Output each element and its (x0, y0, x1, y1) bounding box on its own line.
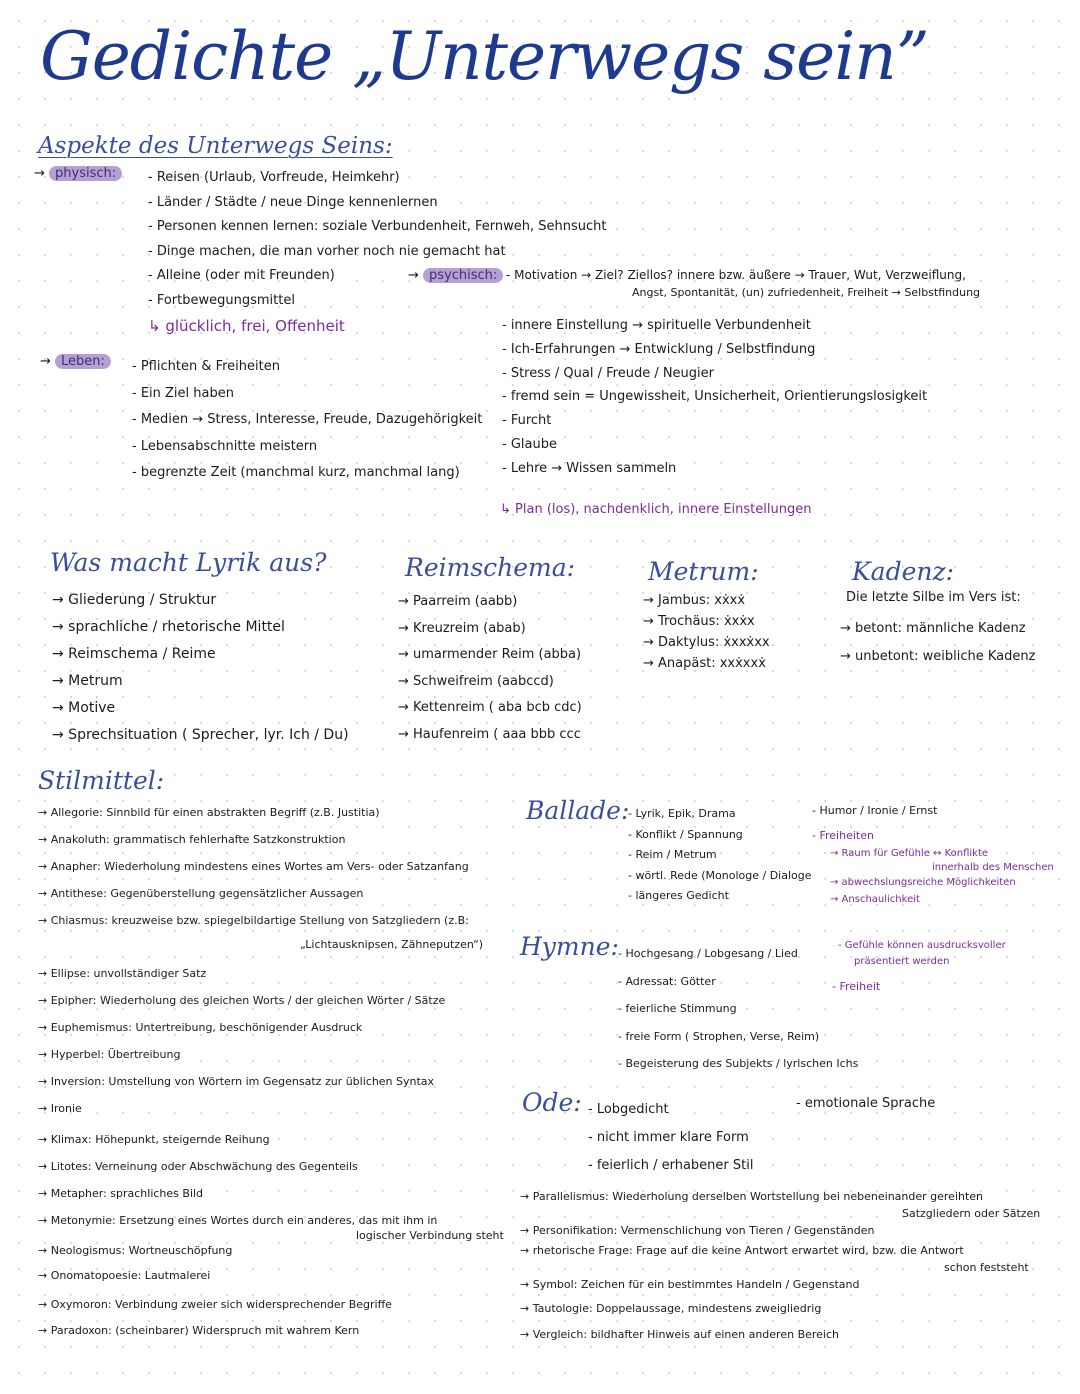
kadenz-intro: Die letzte Silbe im Vers ist: (846, 590, 1021, 605)
physisch-label (34, 166, 122, 181)
list-item: - Lyrik, Epik, Drama (628, 807, 736, 820)
ode-list (588, 1096, 753, 1180)
ode-right: - emotionale Sprache (796, 1096, 936, 1111)
list-item: - feierliche Stimmung (618, 1002, 737, 1015)
list-item: → Kreuzreim (abab) (398, 620, 526, 636)
list-item: - Lehre → Wissen sammeln (502, 460, 677, 476)
list-item: - Pflichten & Freiheiten (132, 359, 280, 374)
list-item: → Trochäus: ẋxẋx (643, 614, 755, 629)
list-item: - innere Einstellung → spirituelle Verbundenheit (502, 318, 811, 333)
ballade-list (628, 804, 812, 907)
list-item: → Schweifreim (aabccd) (398, 673, 554, 689)
list-item: → Gliederung / Struktur (52, 592, 217, 608)
list-item: → betont: männliche Kadenz (840, 621, 1026, 636)
stilmittel-item: → Ironie (38, 1102, 82, 1115)
list-item: - nicht immer klare Form (588, 1130, 749, 1145)
aspekte-heading: Aspekte des Unterwegs Seins: (38, 133, 393, 159)
physisch-list (148, 166, 607, 313)
ballade-sub: → abwechslungsreiche Möglichkeiten (830, 877, 1016, 888)
list-item: - fremd sein = Ungewissheit, Unsicherheit, Orientierungslosigkeit (502, 389, 928, 405)
list-item: → Haufenreim ( aaa bbb ccc (398, 726, 581, 742)
stilmittel-item: → Anakoluth: grammatisch fehlerhafte Satzkonstruktion (38, 833, 346, 846)
hymne-list (618, 940, 858, 1078)
stilmittel-item: → Euphemismus: Untertreibung, beschönigender Ausdruck (38, 1021, 363, 1034)
stilmittel-item: → Litotes: Verneinung oder Abschwächung des Gegenteils (38, 1160, 358, 1173)
list-item: - Adressat: Götter (618, 974, 716, 988)
stilmittel-item: schon feststeht (944, 1261, 1029, 1274)
list-item: - Lobgedicht (588, 1102, 669, 1117)
stilmittel-item: → Tautologie: Doppelaussage, mindestens zweigliedrig (520, 1302, 822, 1315)
stilmittel-item: Satzgliedern oder Sätzen (902, 1207, 1041, 1220)
physisch-result: ↳ glücklich, frei, Offenheit (148, 317, 345, 335)
list-item: → Daktylus: ẋxxẋxx (643, 635, 770, 650)
stilmittel-item: → Antithese: Gegenüberstellung gegensätzlicher Aussagen (38, 887, 364, 900)
list-item: - wörtl. Rede (Monologe / Dialoge (628, 868, 812, 882)
list-item: - Ein Ziel haben (132, 385, 234, 401)
list-item: - Fortbewegungsmittel (148, 292, 295, 308)
list-item: - Konflikt / Spannung (628, 827, 743, 841)
list-item: → Sprechsituation ( Sprecher, lyr. Ich / Du) (52, 727, 349, 743)
physisch-tag: physisch: (49, 166, 122, 181)
stilmittel-item: → Onomatopoesie: Lautmalerei (38, 1269, 211, 1282)
stilmittel-item: → Epipher: Wiederholung des gleichen Worts / der gleichen Wörter / Sätze (38, 994, 446, 1007)
kadenz-heading: Kadenz: (852, 557, 955, 586)
arrow-icon: → (40, 354, 51, 369)
reimschema-list (398, 589, 582, 748)
list-item: - Reim / Metrum (628, 848, 717, 861)
stilmittel-item: → Paradoxon: (scheinbarer) Widerspruch mit wahrem Kern (38, 1324, 360, 1337)
stilmittel-item: → Ellipse: unvollständiger Satz (38, 967, 207, 980)
ode-heading: Ode: (522, 1088, 582, 1117)
list-item: - Medien → Stress, Interesse, Freude, Dazugehörigkeit (132, 412, 483, 427)
stilmittel-item: → Metonymie: Ersetzung eines Wortes durch ein anderes, das mit ihm in (38, 1214, 438, 1227)
list-item: - Lebensabschnitte meistern (132, 438, 318, 454)
list-item: - begrenzte Zeit (manchmal kurz, manchmal lang) (132, 465, 460, 480)
stilmittel-item: → Allegorie: Sinnbild für einen abstrakten Begriff (z.B. Justitia) (38, 806, 380, 819)
stilmittel-item: → Vergleich: bildhafter Hinweis auf einen anderen Bereich (520, 1328, 840, 1341)
list-item: - Hochgesang / Lobgesang / Lied (618, 947, 798, 960)
list-item: - Länder / Städte / neue Dinge kennenlernen (148, 194, 438, 210)
list-item: - feierlich / erhabener Stil (588, 1158, 754, 1173)
list-item: → Jambus: xẋxẋ (643, 593, 746, 608)
leben-list (132, 354, 482, 487)
hymne-right: - Freiheit (832, 980, 881, 993)
ballade-right: - Humor / Ironie / Ernst (812, 804, 938, 817)
list-item: → Anapäst: xxẋxxẋ (643, 656, 766, 671)
hymne-right: - Gefühle können ausdrucksvoller (838, 940, 1006, 951)
list-item: → Metrum (52, 673, 123, 689)
list-item: - längeres Gedicht (628, 889, 729, 902)
ballade-heading: Ballade: (526, 796, 630, 825)
stilmittel-item: → Oxymoron: Verbindung zweier sich widersprechender Begriffe (38, 1298, 392, 1311)
arrow-icon: → (34, 166, 45, 181)
psychisch-tag: psychisch: (423, 268, 503, 283)
list-item: - Furcht (502, 413, 552, 429)
list-item: - Alleine (oder mit Freunden) (148, 268, 335, 283)
stilmittel-item: → Personifikation: Vermenschlichung von Tieren / Gegenständen (520, 1224, 875, 1237)
list-item: → sprachliche / rhetorische Mittel (52, 619, 285, 635)
stilmittel-item: → Chiasmus: kreuzweise bzw. spiegelbildartige Stellung von Satzgliedern (z.B: (38, 914, 469, 927)
page-title: Gedichte „Unterwegs sein” (40, 18, 929, 95)
stilmittel-item: → Inversion: Umstellung von Wörtern im Gegensatz zur üblichen Syntax (38, 1075, 435, 1088)
ballade-sub: innerhalb des Menschen (932, 862, 1054, 873)
stilmittel-item: → Parallelismus: Wiederholung derselben Wortstellung bei nebeneinander gereihten (520, 1190, 984, 1203)
stilmittel-item: → Hyperbel: Übertreibung (38, 1048, 181, 1061)
kadenz-list (840, 615, 1035, 671)
stilmittel-item: → Klimax: Höhepunkt, steigernde Reihung (38, 1133, 270, 1146)
list-item: - Glaube (502, 436, 557, 452)
list-item: → Paarreim (aabb) (398, 594, 518, 609)
list-item: → Motive (52, 700, 116, 716)
psychisch-list (502, 314, 927, 481)
hymne-right: präsentiert werden (854, 956, 950, 967)
leben-tag: Leben: (55, 354, 111, 369)
list-item: - Ich-Erfahrungen → Entwicklung / Selbstfindung (502, 341, 816, 357)
ballade-right: - Freiheiten (812, 829, 874, 842)
metrum-list (643, 590, 770, 674)
reimschema-heading: Reimschema: (405, 553, 576, 582)
ballade-sub: → Raum für Gefühle ↔ Konflikte (830, 848, 989, 859)
ballade-sub: → Anschaulichkeit (830, 894, 920, 905)
psychisch-line1: - Motivation → Ziel? Ziellos? innere bzw. äußere → Trauer, Wut, Verzweiflung, (506, 268, 966, 282)
psychisch-line2: Angst, Spontanität, (un) zufriedenheit, Freiheit → Selbstfindung (632, 286, 981, 299)
leben-label (40, 354, 111, 369)
list-item: - Reisen (Urlaub, Vorfreude, Heimkehr) (148, 170, 400, 185)
hymne-heading: Hymne: (520, 932, 619, 961)
list-item: - freie Form ( Strophen, Verse, Reim) (618, 1029, 820, 1043)
list-item: - Dinge machen, die man vorher noch nie gemacht hat (148, 243, 506, 259)
list-item: → unbetont: weibliche Kadenz (840, 649, 1036, 664)
stilmittel-item: → Neologismus: Wortneuschöpfung (38, 1244, 233, 1257)
stilmittel-item: logischer Verbindung steht (356, 1229, 504, 1242)
lyrik-list (52, 587, 349, 749)
list-item: → Reimschema / Reime (52, 646, 216, 662)
list-item: → Kettenreim ( aba bcb cdc) (398, 700, 582, 715)
list-item: - Personen kennen lernen: soziale Verbundenheit, Fernweh, Sehnsucht (148, 219, 607, 234)
lyrik-heading: Was macht Lyrik aus? (50, 548, 327, 577)
stilmittel-heading: Stilmittel: (38, 766, 165, 795)
arrow-icon: → (408, 268, 419, 283)
stilmittel-item: „Lichtausknipsen, Zähneputzen“) (300, 938, 484, 951)
stilmittel-item: → Anapher: Wiederholung mindestens eines Wortes am Vers- oder Satzanfang (38, 860, 469, 873)
stilmittel-item: → Symbol: Zeichen für ein bestimmtes Handeln / Gegenstand (520, 1278, 860, 1291)
psychisch-result: ↳ Plan (los), nachdenklich, innere Einstellungen (500, 502, 812, 517)
metrum-heading: Metrum: (648, 557, 759, 586)
list-item: - Stress / Qual / Freude / Neugier (502, 365, 715, 381)
list-item: → umarmender Reim (abba) (398, 647, 582, 662)
stilmittel-item: → rhetorische Frage: Frage auf die keine Antwort erwartet wird, bzw. die Antwort (520, 1244, 964, 1257)
list-item: - Begeisterung des Subjekts / lyrischen Ichs (618, 1057, 859, 1070)
psychisch-label (408, 268, 503, 283)
stilmittel-item: → Metapher: sprachliches Bild (38, 1187, 204, 1200)
